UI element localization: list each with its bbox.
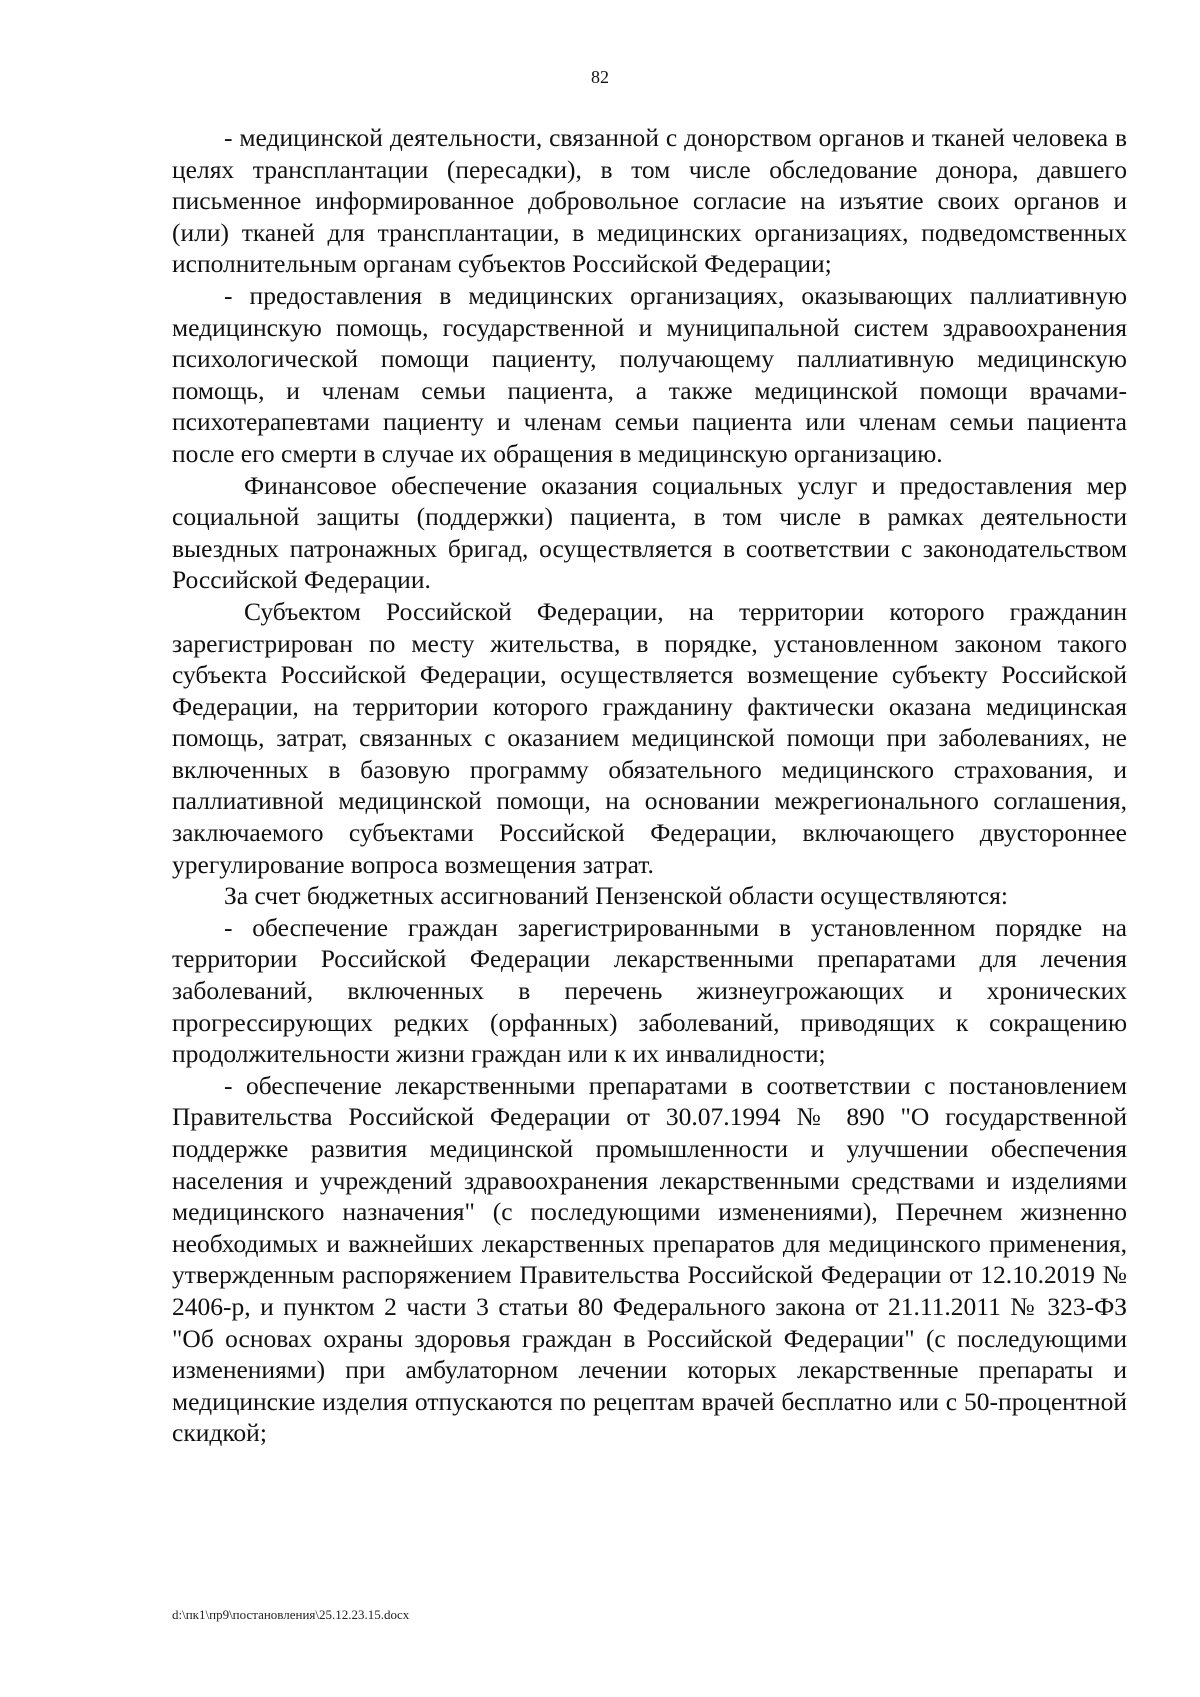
paragraph-cost-reimbursement: Субъектом Российской Федерации, на территории которого гражданин зарегистрирован по месту жительства, в порядке, установленном законом такого субъекта Российской Федерации, осуществляется возмещение субъекту Российской Федерации, на территории которого гражданину фактически оказана медицинская помощь, затрат, связанных с оказанием медицинской помощи при заболеваниях, не включенных в базовую программу обязательного медицинского страхования, и паллиативной медицинской помощи, на основании межрегионального соглашения, заключаемого субъектами Российской Федерации, включающего двустороннее урегулирование вопроса возмещения затрат. bbox=[172, 596, 1127, 879]
page-number: 82 bbox=[591, 67, 609, 87]
document-body bbox=[172, 122, 1127, 1449]
footer-file-path: d:\пк1\пр9\постановления\25.12.23.15.docx bbox=[172, 1607, 410, 1622]
paragraph-orphan-drugs: - обеспечение граждан зарегистрированными в установленном порядке на территории Российской Федерации лекарственными препаратами для лечения заболеваний, включенных в перечень жизнеугрожающих и хронических прогрессирующих редких (орфанных) заболеваний, приводящих к сокращению продолжительности жизни граждан или к их инвалидности; bbox=[172, 912, 1127, 1069]
paragraph-budget-heading: За счет бюджетных ассигнований Пензенской области осуществляются: bbox=[224, 881, 1008, 911]
paragraph-drug-provision: - обеспечение лекарственными препаратами в соответствии с постановлением Правительства Российской Федерации от 30.07.1994 № 890 "О государственной поддержке развития медицинской промышленности и улучшении обеспечения населения и учреждений здравоохранения лекарственными средствами и изделиями медицинского назначения" (с последующими изменениями), Перечнем жизненно необходимых и важнейших лекарственных препаратов для медицинского применения, утвержденным распоряжением Правительства Российской Федерации от 12.10.2019 № 2406-р, и пунктом 2 части 3 статьи 80 Федерального закона от 21.11.2011 № 323-ФЗ "Об основах охраны здоровья граждан в Российской Федерации" (с последующими изменениями) при амбулаторном лечении которых лекарственные препараты и медицинские изделия отпускаются по рецептам врачей бесплатно или с 50-процентной скидкой; bbox=[172, 1070, 1127, 1448]
paragraph-palliative-psych-help: - предоставления в медицинских организациях, оказывающих паллиативную медицинскую помощь, государственной и муниципальной систем здравоохранения психологической помощи пациенту, получающему паллиативную медицинскую помощь, и членам семьи пациента, а также медицинской помощи врачами-психотерапевтами пациенту и членам семьи пациента или членам семьи пациента после его смерти в случае их обращения в медицинскую организацию. bbox=[172, 280, 1127, 468]
paragraph-donor-organs: - медицинской деятельности, связанной с донорством органов и тканей человека в целях трансплантации (пересадки), в том числе обследование донора, давшего письменное информированное добровольное согласие на изъятие своих органов и (или) тканей для трансплантации, в медицинских организациях, подведомственных исполнительным органам субъектов Российской Федерации; bbox=[172, 123, 1127, 279]
paragraph-social-services-funding: Финансовое обеспечение оказания социальных услуг и предоставления мер социальной защиты (поддержки) пациента, в том числе в рамках деятельности выездных патронажных бригад, осуществляется в соответствии с законодательством Российской Федерации. bbox=[172, 470, 1127, 595]
